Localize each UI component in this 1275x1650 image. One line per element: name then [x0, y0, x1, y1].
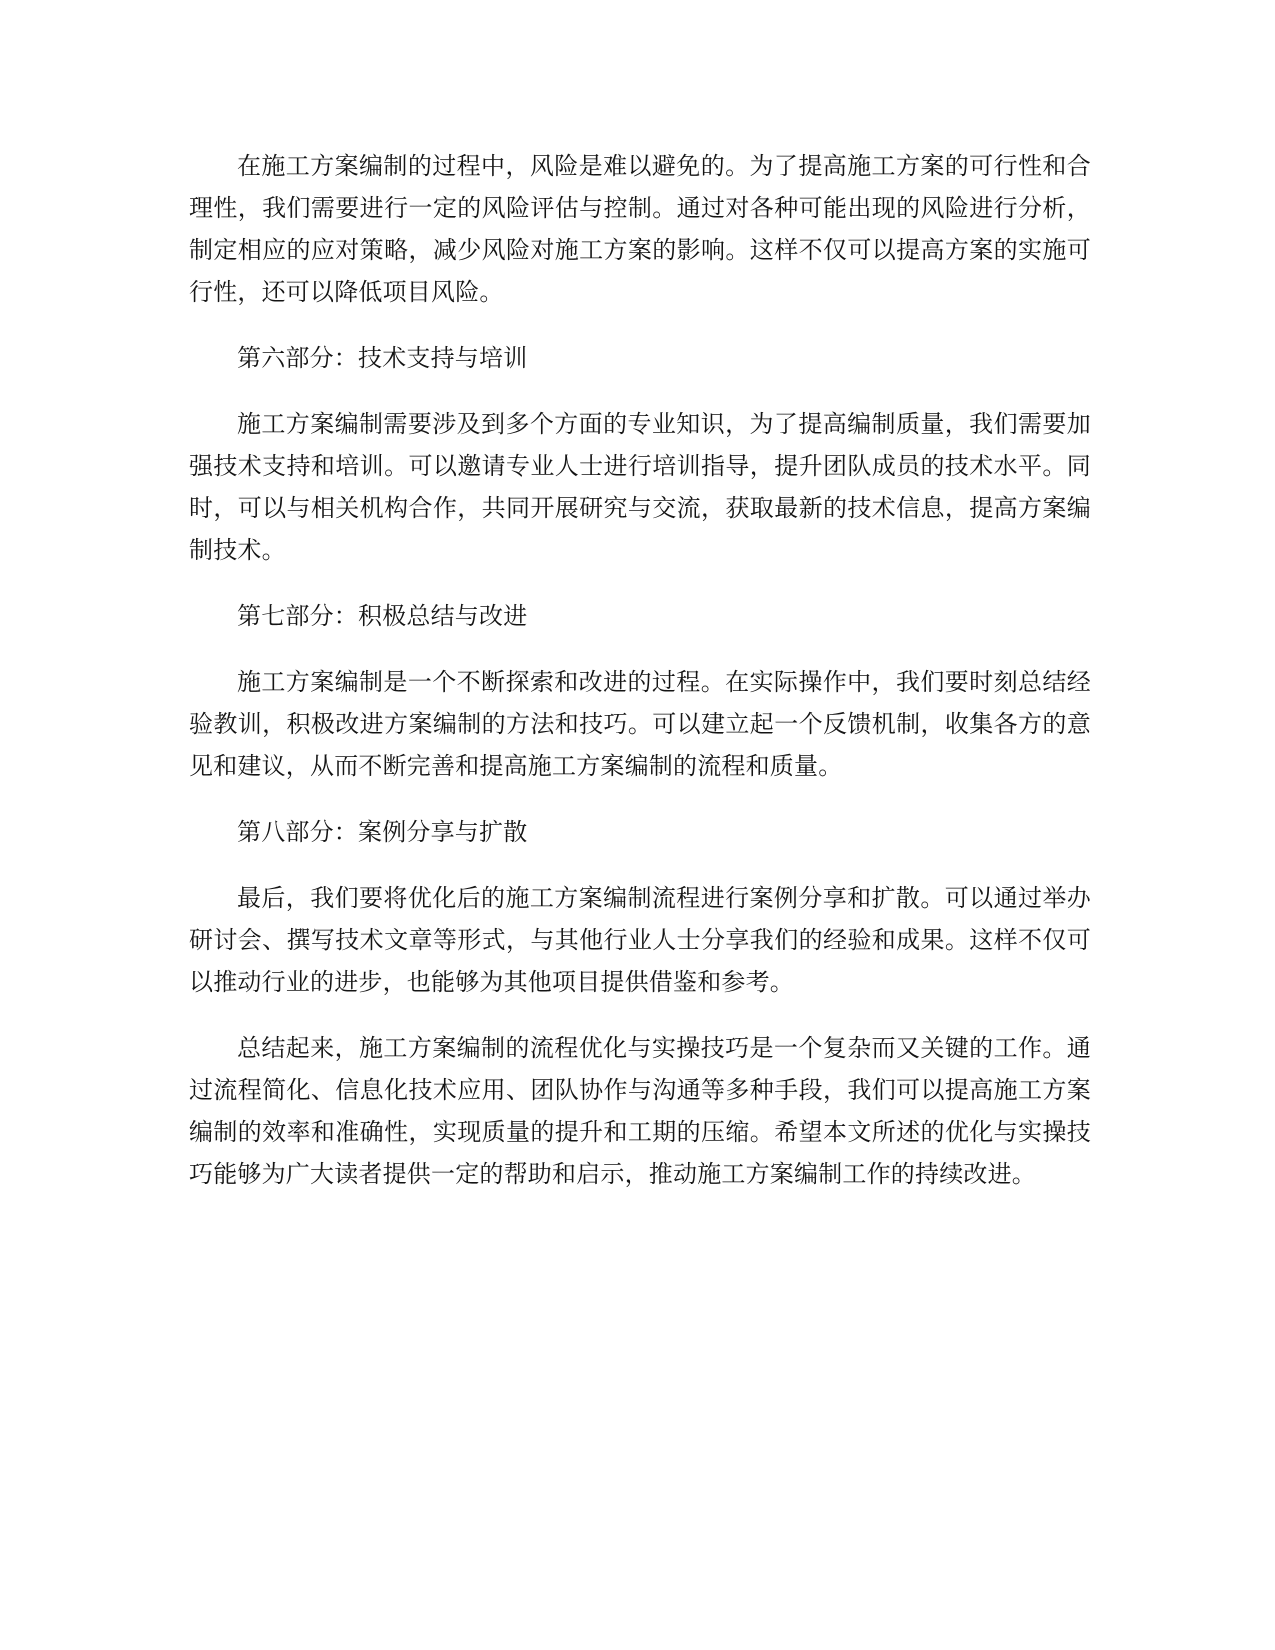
document-body — [189, 145, 1091, 1219]
paragraph-technical-support: 施工方案编制需要涉及到多个方面的专业知识，为了提高编制质量，我们需要加强技术支持和培训。可以邀请专业人士进行培训指导，提升团队成员的技术水平。同时，可以与相关机构合作，共同开展研究与交流，获取最新的技术信息，提高方案编制技术。 — [189, 410, 1091, 564]
paragraph-conclusion: 总结起来，施工方案编制的流程优化与实操技巧是一个复杂而又关键的工作。通过流程简化、信息化技术应用、团队协作与沟通等多种手段，我们可以提高施工方案编制的效率和准确性，实现质量的提升和工期的压缩。希望本文所述的优化与实操技巧能够为广大读者提供一定的帮助和启示，推动施工方案编制工作的持续改进。 — [189, 1034, 1091, 1188]
paragraph-case-sharing: 最后，我们要将优化后的施工方案编制流程进行案例分享和扩散。可以通过举办研讨会、撰写技术文章等形式，与其他行业人士分享我们的经验和成果。这样不仅可以推动行业的进步，也能够为其他项目提供借鉴和参考。 — [189, 884, 1091, 996]
section-heading-8: 第八部分：案例分享与扩散 — [237, 818, 528, 846]
section-heading-6: 第六部分：技术支持与培训 — [237, 344, 528, 372]
paragraph-risk-control: 在施工方案编制的过程中，风险是难以避免的。为了提高施工方案的可行性和合理性，我们需要进行一定的风险评估与控制。通过对各种可能出现的风险进行分析，制定相应的应对策略，减少风险对施工方案的影响。这样不仅可以提高方案的实施可行性，还可以降低项目风险。 — [189, 152, 1091, 306]
paragraph-summary-improvement: 施工方案编制是一个不断探索和改进的过程。在实际操作中，我们要时刻总结经验教训，积极改进方案编制的方法和技巧。可以建立起一个反馈机制，收集各方的意见和建议，从而不断完善和提高施工方案编制的流程和质量。 — [189, 668, 1091, 780]
section-heading-7: 第七部分：积极总结与改进 — [237, 602, 528, 630]
